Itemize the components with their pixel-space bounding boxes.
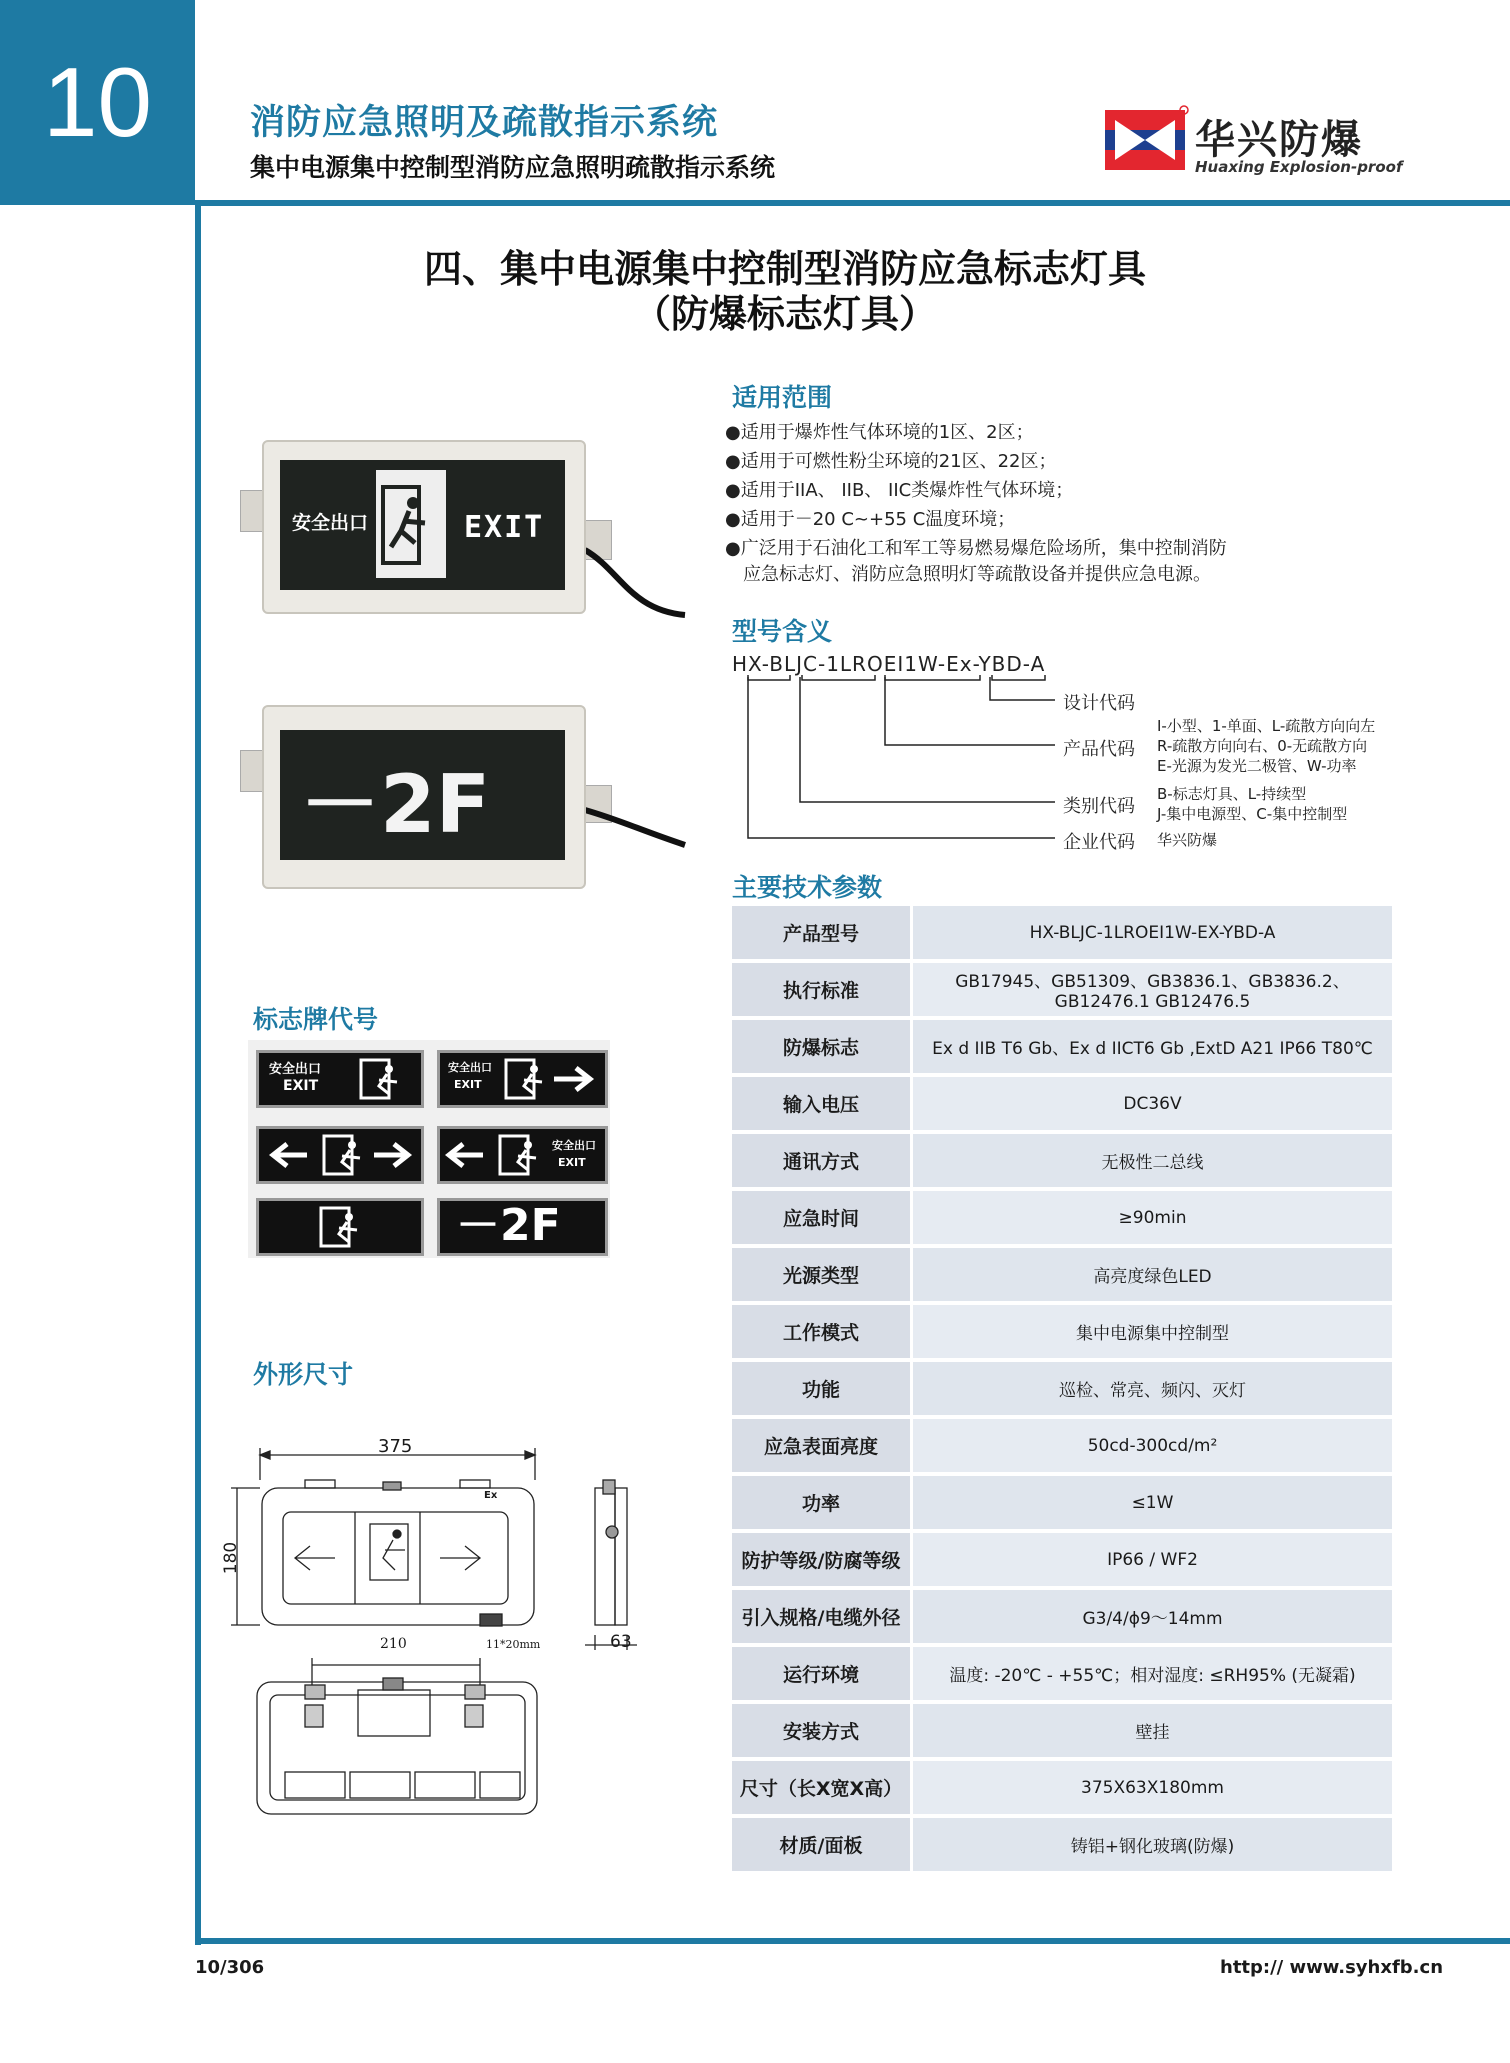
scope-item: ●适用于IIA、 IIB、 IIC类爆炸性气体环境； bbox=[725, 480, 1074, 501]
spec-key: 应急时间 bbox=[732, 1191, 910, 1244]
spec-value: Ex d IIB T6 Gb、Ex d IICT6 Gb ,ExtD A21 IP66 T80℃ bbox=[910, 1020, 1392, 1073]
spec-key: 光源类型 bbox=[732, 1248, 910, 1301]
table-row bbox=[732, 1590, 1392, 1643]
sign-floor bbox=[437, 1198, 608, 1256]
sign-cn-text: 安全出口 bbox=[448, 1061, 492, 1074]
sign-en-text: EXIT bbox=[558, 1156, 586, 1169]
spec-key: 防爆标志 bbox=[732, 1020, 910, 1073]
sign-en-text: EXIT bbox=[283, 1078, 319, 1094]
spec-value: 高亮度绿色LED bbox=[910, 1248, 1392, 1301]
table-row bbox=[732, 1476, 1392, 1529]
arrow-left-running-man-icon bbox=[445, 1134, 545, 1176]
sign-bidirectional bbox=[256, 1126, 424, 1184]
scope-heading: 适用范围 bbox=[732, 383, 833, 412]
page-title: 四、集中电源集中控制型消防应急标志灯具 bbox=[423, 247, 1146, 291]
scope-item: ●适用于爆炸性气体环境的1区、2区； bbox=[725, 422, 1034, 443]
spec-key: 工作模式 bbox=[732, 1305, 910, 1358]
spec-key: 安装方式 bbox=[732, 1704, 910, 1757]
model-code-leader-lines bbox=[740, 675, 1080, 855]
spec-value: 巡检、常亮、频闪、灭灯 bbox=[910, 1362, 1392, 1415]
table-row bbox=[732, 906, 1392, 959]
model-label-company: 企业代码 bbox=[1063, 832, 1135, 853]
table-row bbox=[732, 1533, 1392, 1586]
running-man-arrow-right-icon bbox=[504, 1058, 599, 1100]
table-row bbox=[732, 1077, 1392, 1130]
spec-value: ≤1W bbox=[910, 1476, 1392, 1529]
scope-item: 应急标志灯、消防应急照明灯等疏散设备并提供应急电源。 bbox=[743, 564, 1211, 585]
spec-key: 执行标准 bbox=[732, 963, 910, 1016]
model-label-design: 设计代码 bbox=[1063, 693, 1135, 714]
sign-exit-left bbox=[437, 1126, 608, 1184]
table-row bbox=[732, 1362, 1392, 1415]
running-man-icon bbox=[359, 1058, 409, 1100]
dim-height-label: 180 bbox=[221, 1541, 242, 1575]
spec-value: 无极性二总线 bbox=[910, 1134, 1392, 1187]
specs-table bbox=[732, 902, 1392, 1875]
table-row bbox=[732, 1191, 1392, 1244]
dimension-drawing bbox=[225, 1420, 675, 1840]
dim-mount-label: 210 bbox=[380, 1636, 407, 1652]
section-number: 10 bbox=[0, 0, 195, 205]
section-subtitle: 集中电源集中控制型消防应急照明疏散指示系统 bbox=[250, 153, 776, 182]
specs-heading: 主要技术参数 bbox=[732, 873, 883, 902]
spec-value: 集中电源集中控制型 bbox=[910, 1305, 1392, 1358]
floor-text: －2F bbox=[300, 758, 491, 851]
scope-item: ●适用于可燃性粉尘环境的21区、22区； bbox=[725, 451, 1057, 472]
spec-value: IP66 / WF2 bbox=[910, 1533, 1392, 1586]
spec-value: GB17945、GB51309、GB3836.1、GB3836.2、GB12476.1 GB12476.5 bbox=[910, 963, 1392, 1016]
running-man-icon bbox=[381, 485, 441, 565]
model-desc-product: I-小型、1-单面、L-疏散方向向左 R-疏散方向向右、0-无疏散方向 E-光源为发光二极管、W-功率 bbox=[1157, 717, 1376, 775]
scope-item: ●适用于－20 C~+55 C温度环境； bbox=[725, 509, 1016, 530]
table-row bbox=[732, 1020, 1392, 1073]
sign-en-text: EXIT bbox=[454, 1078, 482, 1091]
running-man-icon bbox=[319, 1206, 369, 1248]
sign-exit-cn-en bbox=[256, 1050, 424, 1108]
table-row bbox=[732, 1818, 1392, 1871]
table-row bbox=[732, 1704, 1392, 1757]
dim-slot-label: 11*20mm bbox=[486, 1638, 541, 1651]
sign-exit-only bbox=[256, 1198, 424, 1256]
model-label-category: 类别代码 bbox=[1063, 796, 1135, 817]
dim-width-label: 375 bbox=[378, 1436, 413, 1457]
logo-mark-icon bbox=[1100, 100, 1190, 180]
sign-cn-text: 安全出口 bbox=[552, 1139, 596, 1152]
dimensions-heading: 外形尺寸 bbox=[253, 1360, 354, 1389]
exit-cn-text: 安全出口 bbox=[292, 512, 369, 534]
spec-key: 功能 bbox=[732, 1362, 910, 1415]
spec-key: 产品型号 bbox=[732, 906, 910, 959]
logo-subtext: Huaxing Explosion-proof bbox=[1195, 158, 1403, 176]
spec-key: 引入规格/电缆外径 bbox=[732, 1590, 910, 1643]
model-desc-company: 华兴防爆 bbox=[1157, 831, 1218, 849]
spec-value: ≥90min bbox=[910, 1191, 1392, 1244]
spec-key: 防护等级/防腐等级 bbox=[732, 1533, 910, 1586]
ex-mark-label: Ex bbox=[484, 1490, 498, 1501]
product-image-floor bbox=[240, 690, 640, 900]
header-rule bbox=[195, 200, 1510, 206]
scope-item: ●广泛用于石油化工和军工等易燃易爆危险场所，集中控制消防 bbox=[725, 538, 1227, 559]
table-row bbox=[732, 1305, 1392, 1358]
scope-list bbox=[725, 420, 1365, 588]
footer-url[interactable]: http:// www.syhxfb.cn bbox=[1220, 1957, 1444, 1978]
dim-depth-label: 63 bbox=[610, 1632, 632, 1652]
spec-key: 输入电压 bbox=[732, 1077, 910, 1130]
spec-value: 375X63X180mm bbox=[910, 1761, 1392, 1814]
spec-key: 通讯方式 bbox=[732, 1134, 910, 1187]
model-heading: 型号含义 bbox=[732, 617, 833, 646]
page-number: 10/306 bbox=[195, 1957, 265, 1978]
table-row bbox=[732, 1248, 1392, 1301]
spec-key: 应急表面亮度 bbox=[732, 1419, 910, 1472]
spec-key: 尺寸（长X宽X高） bbox=[732, 1761, 910, 1814]
spec-key: 运行环境 bbox=[732, 1647, 910, 1700]
arrows-both-running-man-icon bbox=[269, 1134, 414, 1176]
model-desc-category: B-标志灯具、L-持续型 J-集中电源型、C-集中控制型 bbox=[1157, 785, 1348, 823]
spec-value: DC36V bbox=[910, 1077, 1392, 1130]
table-row bbox=[732, 1134, 1392, 1187]
spec-value: 铸铝+钢化玻璃(防爆) bbox=[910, 1818, 1392, 1871]
sign-floor-text: －2F bbox=[456, 1200, 561, 1251]
sign-cn-text: 安全出口 bbox=[269, 1062, 322, 1077]
exit-en-text: EXIT bbox=[464, 510, 545, 545]
left-rule bbox=[195, 200, 201, 1945]
section-title: 消防应急照明及疏散指示系统 bbox=[250, 103, 719, 143]
spec-value: 壁挂 bbox=[910, 1704, 1392, 1757]
signs-heading: 标志牌代号 bbox=[253, 1005, 379, 1034]
table-row bbox=[732, 1647, 1392, 1700]
table-row bbox=[732, 1419, 1392, 1472]
spec-key: 功率 bbox=[732, 1476, 910, 1529]
spec-value: G3/4/ϕ9～14mm bbox=[910, 1590, 1392, 1643]
sign-exit-right bbox=[437, 1050, 608, 1108]
spec-key: 材质/面板 bbox=[732, 1818, 910, 1871]
table-row bbox=[732, 963, 1392, 1016]
model-label-product: 产品代码 bbox=[1063, 739, 1135, 760]
table-row bbox=[732, 1761, 1392, 1814]
spec-value: 温度: -20℃ - +55℃；相对湿度: ≤RH95% (无凝霜) bbox=[910, 1647, 1392, 1700]
page-title-sub: （防爆标志灯具） bbox=[632, 292, 937, 336]
logo-text: 华兴防爆 bbox=[1195, 117, 1363, 163]
model-code: HX-BLJC-1LROEI1W-Ex-YBD-A bbox=[732, 652, 1046, 676]
footer-rule bbox=[195, 1938, 1510, 1944]
spec-value: HX-BLJC-1LROEⅠ1W-EX-YBD-A bbox=[910, 906, 1392, 959]
product-image-exit bbox=[240, 420, 610, 620]
spec-value: 50cd-300cd/m² bbox=[910, 1419, 1392, 1472]
